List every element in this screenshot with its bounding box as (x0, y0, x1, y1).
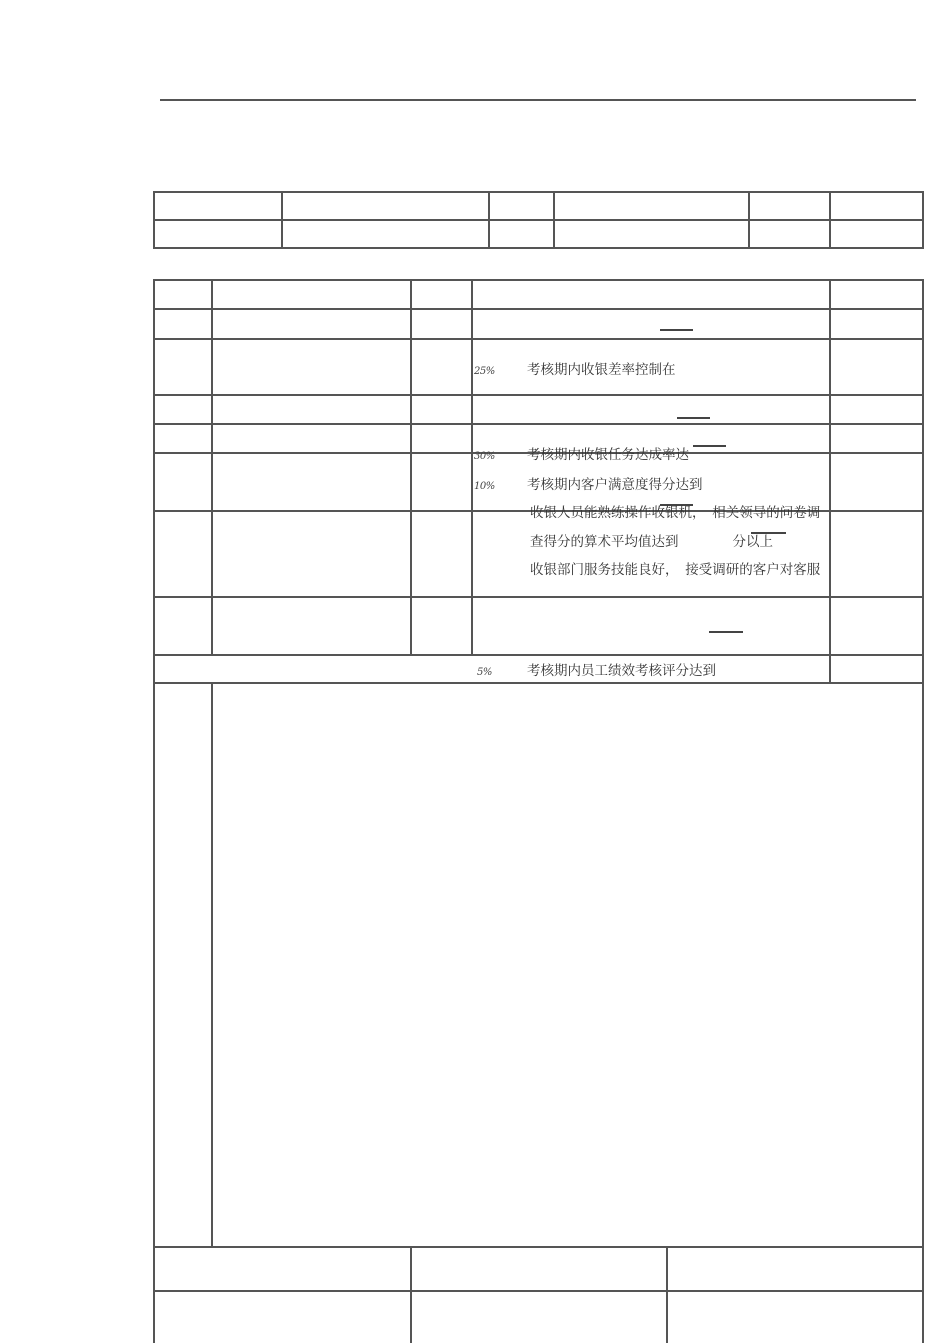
blank-underline (709, 631, 743, 633)
kpi-item-text: 考核期内收银任务达成率达 (527, 447, 689, 463)
kpi-item-text: 收银人员能熟练操作收银机， 相关领导的问卷调 (530, 505, 821, 521)
weight-label: 25% (474, 366, 495, 377)
weight-label: 30% (474, 451, 495, 462)
kpi-item-text: 考核期内收银差率控制在 (527, 362, 676, 378)
blank-underline (693, 445, 726, 447)
kpi-item-text: 收银部门服务技能良好， 接受调研的客户对客服 (530, 562, 821, 578)
header-rule (160, 99, 916, 101)
weight-label: 10% (474, 481, 495, 492)
kpi-item-text: 考核期内客户满意度得分达到 (527, 477, 703, 493)
blank-underline (677, 417, 710, 419)
blank-underline (660, 329, 693, 331)
weight-label: 5% (477, 667, 492, 678)
kpi-item-text: 查得分的算术平均值达到 分以上 (530, 534, 773, 550)
kpi-item-text: 考核期内员工绩效考核评分达到 (527, 663, 716, 679)
